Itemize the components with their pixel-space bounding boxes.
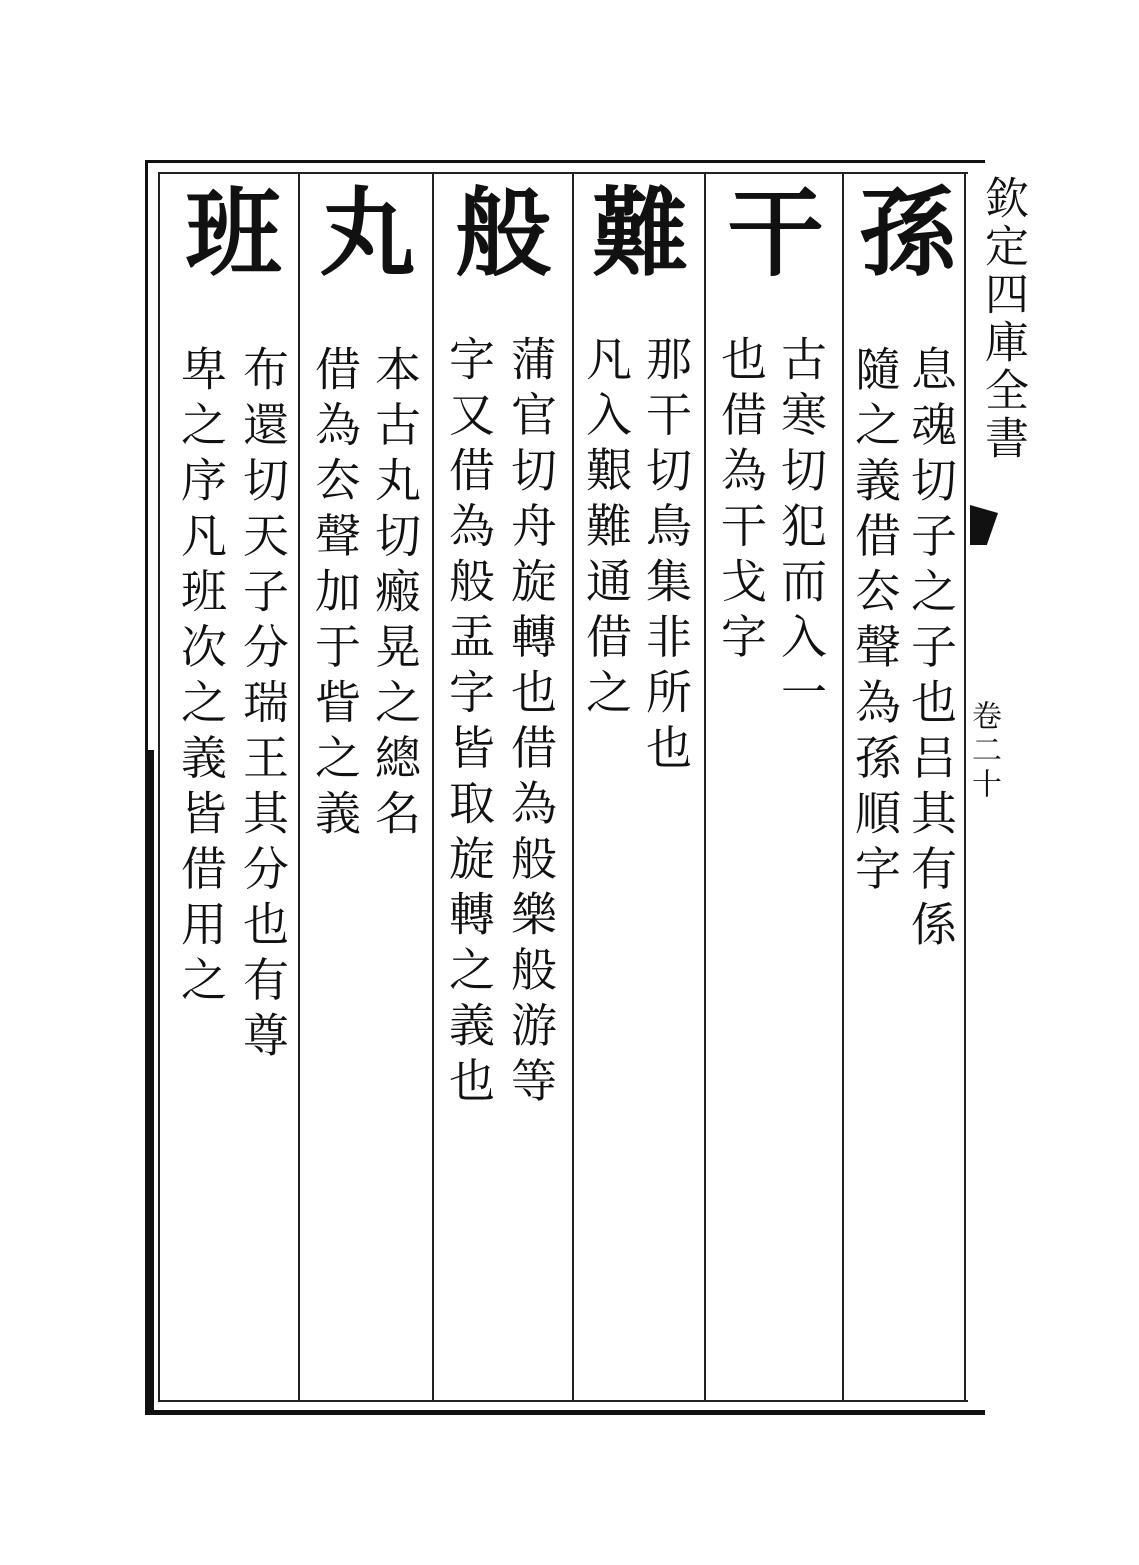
book-title: 欽定四庫全書	[977, 175, 1028, 463]
column-rule	[572, 172, 574, 1402]
seal-character: 班	[170, 182, 283, 286]
gloss-line: 凡入艱難通借之	[579, 335, 633, 724]
seal-character: 丸	[304, 182, 417, 286]
fishtail-mark	[970, 505, 998, 545]
column-rule	[704, 172, 706, 1402]
column-rule	[298, 172, 300, 1402]
seal-character: 干	[712, 182, 825, 286]
seal-character: 般	[440, 182, 553, 286]
gloss-line: 隨之義借厺聲為孫順字	[848, 345, 902, 900]
gloss-line: 布還切天子分瑞王其分也有尊	[236, 345, 290, 1067]
gloss-line: 蒲官切舟旋轉也借為般樂般游等	[504, 335, 558, 1112]
gloss-line: 卑之序凡班次之義皆借用之	[174, 345, 228, 1011]
seal-character: 孫	[844, 182, 957, 286]
volume-number: 卷二十	[966, 700, 1001, 802]
seal-character: 難	[577, 182, 690, 286]
gloss-line: 那干切鳥集非所也	[639, 335, 693, 779]
binding-edge-mark	[148, 750, 154, 1410]
gloss-line: 也借為干戈字	[714, 335, 768, 668]
gloss-line: 息魂切子之子也吕其有係	[904, 345, 958, 956]
gloss-line: 本古丸切瘢晃之總名	[368, 345, 422, 845]
column-rule	[842, 172, 844, 1402]
gloss-line: 字又借為般盂字皆取旋轉之義也	[442, 335, 496, 1112]
gloss-line: 借為厺聲加于眥之義	[308, 345, 362, 845]
column-rule	[432, 172, 434, 1402]
gloss-line: 古寒切犯而入一	[774, 335, 828, 724]
